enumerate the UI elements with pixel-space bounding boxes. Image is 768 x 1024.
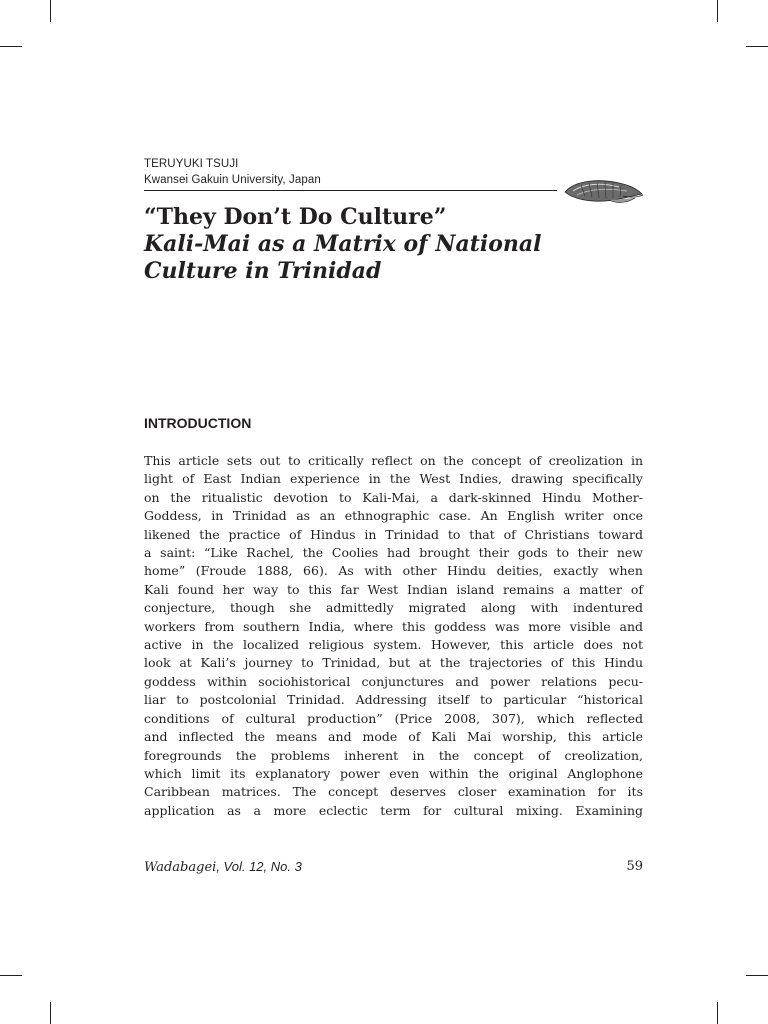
crop-mark-bottom-right-horizontal: [746, 975, 768, 976]
crop-mark-top-right-horizontal: [746, 46, 768, 47]
body-line: Caribbean matrices. The concept deserves closer examination for its: [144, 784, 643, 800]
crop-mark-bottom-right-vertical: [717, 1002, 718, 1024]
journal-citation: [144, 859, 302, 875]
article-subtitle-line-1: Kali-Mai as a Matrix of National: [144, 231, 542, 257]
article-subtitle-line-2: Culture in Trinidad: [144, 258, 382, 284]
body-line: liar to postcolonial Trinidad. Addressing itself to particular “historical: [144, 692, 643, 708]
crop-mark-bottom-left-horizontal: [0, 975, 22, 976]
journal-name: Wadabagei: [144, 860, 217, 875]
body-line: and inflected the means and mode of Kali Mai worship, this article: [144, 729, 643, 745]
crop-mark-top-left-horizontal: [0, 46, 22, 47]
article-title: [144, 204, 644, 285]
author-name: TERUYUKI TSUJI: [144, 158, 239, 170]
journal-volume: , Vol. 12, No. 3: [216, 859, 302, 874]
section-heading: INTRODUCTION: [144, 415, 252, 431]
article-title-main: “They Don’t Do Culture”: [144, 204, 447, 230]
header-rule: [144, 190, 557, 191]
body-line: on the ritualistic devotion to Kali-Mai, a dark-skinned Hindu Mother-: [144, 489, 643, 505]
body-line: active in the localized religious system. However, this article does not: [144, 637, 643, 653]
body-line: a saint: “Like Rachel, the Coolies had brought their gods to their new: [144, 545, 643, 561]
body-line: Goddess, in Trinidad as an ethnographic case. An English writer once: [144, 508, 643, 524]
body-line: This article sets out to critically reflect on the concept of creolization in: [144, 453, 643, 468]
body-line: workers from southern India, where this goddess was more visible and: [144, 618, 643, 634]
body-line: light of East Indian experience in the West Indies, drawing specifically: [144, 471, 643, 487]
body-line: conditions of cultural production” (Price 2008, 307), which reflected: [144, 710, 643, 726]
body-line: look at Kali’s journey to Trinidad, but at the trajectories of this Hindu: [144, 655, 643, 671]
author-affiliation: Kwansei Gakuin University, Japan: [144, 174, 321, 186]
body-line: Kali found her way to this far West Indian island remains a matter of: [144, 581, 643, 597]
body-line: foregrounds the problems inherent in the concept of creolization,: [144, 747, 643, 763]
crop-mark-top-right-vertical: [717, 0, 718, 22]
body-line: likened the practice of Hindus in Trinidad to that of Christians toward: [144, 526, 643, 542]
body-line: which limit its explanatory power even within the original Anglophone: [144, 765, 643, 781]
body-line: conjecture, though she admittedly migrated along with indentured: [144, 600, 643, 616]
body-line: home” (Froude 1888, 66). As with other Hindu deities, exactly when: [144, 563, 643, 579]
body-paragraph: [144, 452, 643, 820]
crop-mark-top-left-vertical: [50, 0, 51, 22]
body-line: application as a more eclectic term for cultural mixing. Examining: [144, 802, 643, 818]
body-line: goddess within sociohistorical conjunctures and power relations pecu-: [144, 673, 643, 689]
page-number: 59: [626, 859, 643, 874]
author-block: [144, 156, 321, 188]
crop-mark-bottom-left-vertical: [50, 1002, 51, 1024]
